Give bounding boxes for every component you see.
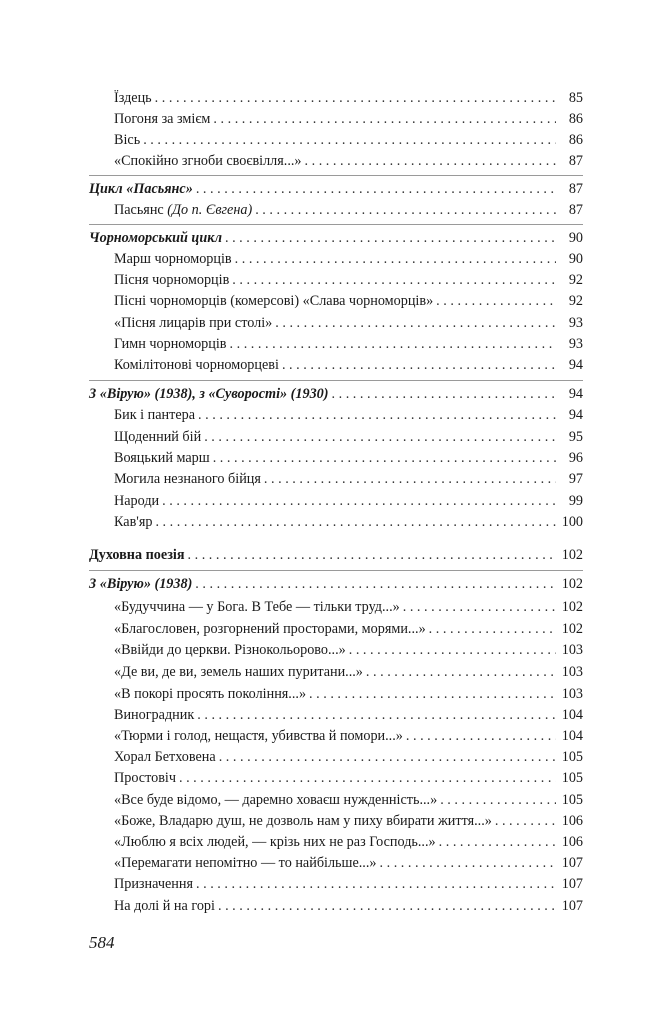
leader-dots bbox=[179, 768, 556, 788]
toc-entry-page: 96 bbox=[568, 450, 583, 466]
leader-dots bbox=[188, 545, 556, 565]
leader-dots bbox=[155, 88, 556, 108]
toc-entry bbox=[89, 313, 583, 333]
toc-part-title: Духовна поезія bbox=[89, 547, 185, 563]
toc-entry-title: «Будуччина — у Бога. В Тебе — тільки труд...» bbox=[114, 599, 400, 615]
leader-dots bbox=[436, 291, 556, 311]
leader-dots bbox=[406, 726, 556, 746]
leader-dots bbox=[198, 405, 556, 425]
toc-entry-title: Призначення bbox=[114, 876, 194, 892]
toc-section-title: З «Вірую» (1938), з «Суворості» (1930) bbox=[89, 386, 329, 402]
toc-entry-title: «Все буде відомо, — даремно ховаєш нужденність...» bbox=[114, 792, 438, 808]
toc-entry-page: 86 bbox=[568, 111, 583, 127]
toc-entry bbox=[89, 747, 583, 767]
toc-entry-title: Марш чорноморців bbox=[114, 251, 232, 267]
toc-section-heading bbox=[89, 384, 583, 404]
toc-section-heading bbox=[89, 228, 583, 248]
toc-entry bbox=[89, 874, 583, 894]
toc-entry bbox=[89, 491, 583, 511]
leader-dots bbox=[366, 662, 556, 682]
toc-entry-page: 102 bbox=[561, 547, 583, 563]
toc-entry bbox=[89, 270, 583, 290]
toc-section-title: Чорноморський цикл bbox=[89, 230, 222, 246]
toc-entry-title: Комілітонові чорноморцеві bbox=[114, 357, 279, 373]
toc-entry bbox=[89, 853, 583, 873]
toc-entry-title: Народи bbox=[114, 493, 160, 509]
toc-part-heading bbox=[89, 545, 583, 565]
toc-entry bbox=[89, 405, 583, 425]
toc-entry-page: 99 bbox=[568, 493, 583, 509]
toc-entry-page: 94 bbox=[568, 407, 583, 423]
leader-dots bbox=[196, 179, 556, 199]
toc-entry-title: Бик і пантера bbox=[114, 407, 196, 423]
toc-entry-page: 105 bbox=[561, 792, 583, 808]
toc-entry bbox=[89, 896, 583, 916]
toc-entry-page: 93 bbox=[568, 315, 583, 331]
toc-entry-page: 90 bbox=[568, 251, 583, 267]
leader-dots bbox=[218, 896, 556, 916]
toc-entry-page: 104 bbox=[561, 707, 583, 723]
toc-section-heading bbox=[89, 574, 583, 594]
toc-entry-page: 90 bbox=[568, 230, 583, 246]
toc-entry-title: Гимн чорноморців bbox=[114, 336, 227, 352]
toc-entry-page: 105 bbox=[561, 770, 583, 786]
section-divider bbox=[89, 175, 583, 176]
toc-entry-title: Щоденний бій bbox=[114, 429, 202, 445]
toc-entry-title: «Пісня лицарів при столі» bbox=[114, 315, 273, 331]
toc-entry-page: 106 bbox=[561, 813, 583, 829]
toc-entry bbox=[89, 88, 583, 108]
toc-entry-title: Пісня чорноморців bbox=[114, 272, 230, 288]
toc-entry-page: 107 bbox=[561, 876, 583, 892]
toc-entry bbox=[89, 130, 583, 150]
toc-entry-page: 92 bbox=[568, 293, 583, 309]
toc-entry bbox=[89, 334, 583, 354]
toc-entry-page: 106 bbox=[561, 834, 583, 850]
toc-entry-title: Могила незнаного бійця bbox=[114, 471, 261, 487]
toc-entry-page: 87 bbox=[568, 181, 583, 197]
toc-entry-page: 94 bbox=[568, 357, 583, 373]
leader-dots bbox=[309, 684, 556, 704]
toc-entry bbox=[89, 832, 583, 852]
toc-entry-title: «Ввійди до церкви. Різнокольорово...» bbox=[114, 642, 346, 658]
toc-entry-title bbox=[114, 200, 252, 220]
toc-entry-page: 92 bbox=[568, 272, 583, 288]
toc-entry bbox=[89, 151, 583, 171]
leader-dots bbox=[213, 109, 556, 129]
toc-entry-title: «Благословен, розгорнений просторами, морями...» bbox=[114, 621, 426, 637]
toc-entry bbox=[89, 512, 583, 532]
toc-entry bbox=[89, 355, 583, 375]
leader-dots bbox=[213, 448, 556, 468]
toc-entry-page: 103 bbox=[561, 664, 583, 680]
leader-dots bbox=[197, 705, 556, 725]
toc-entry-title: Виноградник bbox=[114, 707, 195, 723]
toc-entry bbox=[89, 597, 583, 617]
toc-entry-title: «В покорі просять покоління...» bbox=[114, 686, 307, 702]
toc-entry bbox=[89, 200, 583, 220]
toc-entry-title: Вісь bbox=[114, 132, 141, 148]
toc-entry-page: 94 bbox=[568, 386, 583, 402]
leader-dots bbox=[235, 249, 556, 269]
toc-entry-title: «Де ви, де ви, земель наших пуритани...» bbox=[114, 664, 363, 680]
leader-dots bbox=[225, 228, 556, 248]
toc-entry bbox=[89, 790, 583, 810]
toc-entry bbox=[89, 109, 583, 129]
toc-entry-page: 100 bbox=[561, 514, 583, 530]
leader-dots bbox=[204, 427, 556, 447]
toc-entry-page: 85 bbox=[568, 90, 583, 106]
leader-dots bbox=[403, 597, 556, 617]
toc-entry-title: «Боже, Владарю душ, не дозволь нам у пиху вбирати життя...» bbox=[114, 813, 492, 829]
toc-entry-page: 107 bbox=[561, 855, 583, 871]
leader-dots bbox=[440, 790, 556, 810]
toc-entry-title: Погоня за змієм bbox=[114, 111, 211, 127]
leader-dots bbox=[195, 574, 556, 594]
leader-dots bbox=[495, 811, 556, 831]
toc-entry-page: 87 bbox=[568, 153, 583, 169]
leader-dots bbox=[232, 270, 556, 290]
toc-entry-title: Вояцький марш bbox=[114, 450, 210, 466]
toc-entry bbox=[89, 291, 583, 311]
toc-entry bbox=[89, 640, 583, 660]
toc-entry-page: 107 bbox=[561, 898, 583, 914]
toc-entry-title: «Спокійно згноби своєвілля...» bbox=[114, 153, 302, 169]
toc-entry-title: «Тюрми і голод, нещастя, убивства й помори...» bbox=[114, 728, 403, 744]
leader-dots bbox=[275, 313, 556, 333]
toc-entry-page: 105 bbox=[561, 749, 583, 765]
section-divider bbox=[89, 224, 583, 225]
toc-entry-title: Пісні чорноморців (комерсові) «Слава чорноморців» bbox=[114, 293, 434, 309]
toc-entry-title: «Перемагати непомітно — то найбільше...» bbox=[114, 855, 377, 871]
toc-entry bbox=[89, 768, 583, 788]
toc-entry-page: 102 bbox=[561, 621, 583, 637]
toc-entry-page: 102 bbox=[561, 576, 583, 592]
toc-section-title: З «Вірую» (1938) bbox=[89, 576, 193, 592]
leader-dots bbox=[429, 619, 556, 639]
toc-entry bbox=[89, 662, 583, 682]
toc-entry-page: 93 bbox=[568, 336, 583, 352]
leader-dots bbox=[196, 874, 556, 894]
toc-entry-title: На долі й на горі bbox=[114, 898, 215, 914]
toc-entry-page: 87 bbox=[568, 202, 583, 218]
leader-dots bbox=[219, 747, 556, 767]
toc-entry-page: 95 bbox=[568, 429, 583, 445]
leader-dots bbox=[380, 853, 557, 873]
toc-section-heading bbox=[89, 179, 583, 199]
leader-dots bbox=[305, 151, 556, 171]
toc-entry bbox=[89, 705, 583, 725]
leader-dots bbox=[155, 512, 556, 532]
toc-entry-page: 86 bbox=[568, 132, 583, 148]
toc-entry-page: 103 bbox=[561, 642, 583, 658]
toc-entry-title: «Люблю я всіх людей, — крізь них не раз Господь...» bbox=[114, 834, 436, 850]
toc-entry bbox=[89, 726, 583, 746]
toc-entry-page: 104 bbox=[561, 728, 583, 744]
toc-entry bbox=[89, 448, 583, 468]
leader-dots bbox=[143, 130, 556, 150]
toc-entry-title: Кав'яр bbox=[114, 514, 153, 530]
toc-entry bbox=[89, 619, 583, 639]
toc-entry bbox=[89, 427, 583, 447]
table-of-contents bbox=[89, 0, 583, 1024]
toc-entry bbox=[89, 684, 583, 704]
toc-entry bbox=[89, 811, 583, 831]
toc-entry-page: 97 bbox=[568, 471, 583, 487]
toc-entry-title: Їздець bbox=[114, 90, 152, 106]
toc-section-title: Цикл «Пасьянс» bbox=[89, 181, 193, 197]
leader-dots bbox=[255, 200, 556, 220]
toc-entry-title-italic: (До п. Євгена) bbox=[167, 202, 253, 218]
toc-entry-page: 103 bbox=[561, 686, 583, 702]
leader-dots bbox=[332, 384, 557, 404]
toc-entry bbox=[89, 249, 583, 269]
toc-entry-page: 102 bbox=[561, 599, 583, 615]
leader-dots bbox=[162, 491, 556, 511]
toc-entry-title-text: Пасьянс bbox=[114, 202, 168, 218]
section-divider bbox=[89, 570, 583, 571]
leader-dots bbox=[264, 469, 556, 489]
page-number: 584 bbox=[89, 933, 115, 952]
section-divider bbox=[89, 380, 583, 381]
toc-entry-title: Простовіч bbox=[114, 770, 176, 786]
toc-entry-title: Хорал Бетховена bbox=[114, 749, 216, 765]
leader-dots bbox=[282, 355, 556, 375]
leader-dots bbox=[230, 334, 556, 354]
toc-entry bbox=[89, 469, 583, 489]
leader-dots bbox=[439, 832, 556, 852]
leader-dots bbox=[349, 640, 556, 660]
